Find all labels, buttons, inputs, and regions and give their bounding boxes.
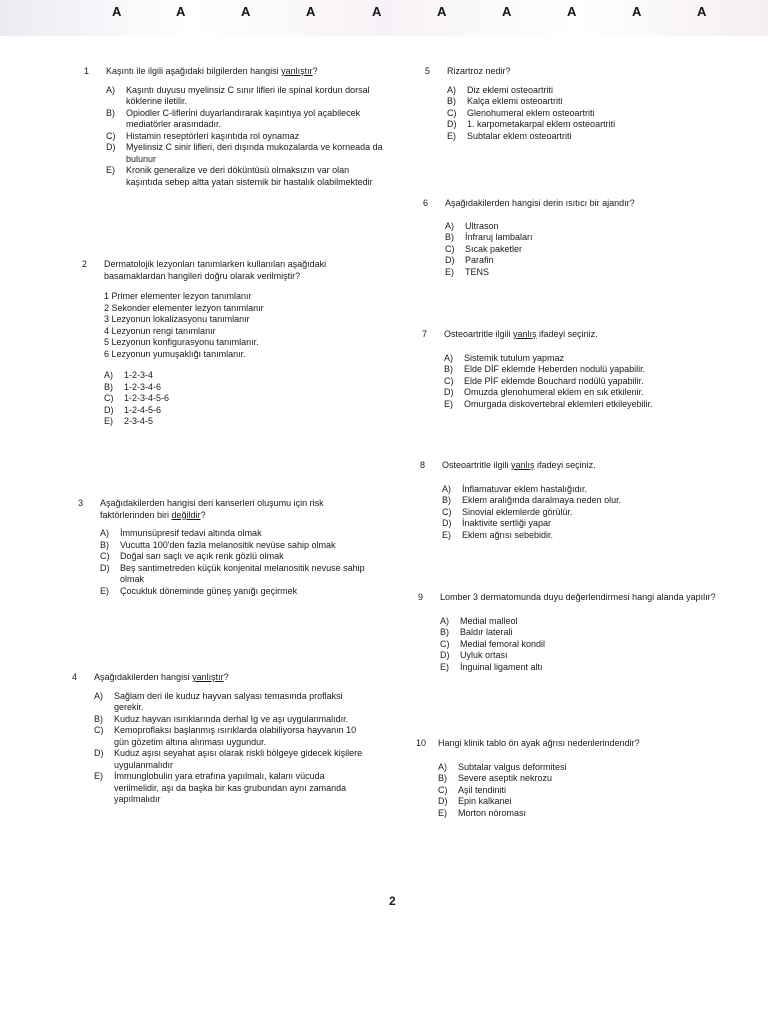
answer-options: [422, 353, 722, 411]
statement-item: 2 Sekonder elementer lezyon tanımlanır: [104, 302, 264, 313]
answer-option[interactable]: A) İnflamatuvar eklem hastalığıdır.: [442, 483, 588, 494]
header-letter: A: [306, 4, 316, 19]
answer-options: [416, 762, 726, 820]
answer-option[interactable]: C) Doğal sarı saçlı ve açık renk gözlü olmak: [100, 551, 284, 561]
question-number: 5: [425, 66, 431, 76]
question-stem: Aşağıdakilerden hangisi yanlıştır?: [94, 672, 229, 682]
question-stem: Aşağıdakilerden hangisi deri kanserleri oluşumu için risk faktörlerinden biri değildir?: [100, 498, 324, 520]
answer-option[interactable]: A) Subtalar valgus deformitesi: [438, 761, 567, 772]
question-stem: Osteoartritle ilgili yanlış ifadeyi seçiniz.: [442, 460, 596, 470]
question-1: [84, 66, 384, 188]
question-number: 4: [72, 672, 78, 682]
question-stem: Hangi klinik tablo ön ayak ağrısı nedenlerindendir?: [438, 738, 640, 748]
answer-options: [425, 85, 725, 143]
question-6: [423, 198, 723, 278]
question-3: [78, 498, 378, 597]
answer-option[interactable]: B) Elde DİF eklemde Heberden nodulü yapabilir.: [444, 364, 646, 374]
answer-option[interactable]: A) Medial malleol: [440, 615, 518, 626]
header-letter: A: [112, 4, 122, 19]
answer-option[interactable]: D) 1. karpometakarpal eklem osteoartriti: [447, 119, 616, 129]
answer-option[interactable]: A) 1-2-3-4: [104, 370, 154, 380]
answer-option[interactable]: E) İnguinal ligament altı: [440, 661, 543, 672]
answer-option[interactable]: E) İmmunglobulin yara etrafına yapılmalı, kalanı vücuda verilmelidir, aşı da başka bir kas grubundan aynı zamanda yapılmalıdır: [94, 771, 347, 804]
question-stem: Dermatolojik lezyonları tanımlarken kullanılan aşağıdaki basamaklardan hangileri doğru olarak verilmiştir?: [104, 259, 327, 281]
answer-options: [423, 221, 723, 279]
statement-item: 4 Lezyonun rengi tanımlanır: [104, 325, 216, 336]
statement-item: 1 Primer elementer lezyon tanımlanır: [104, 291, 252, 301]
question-5: [425, 66, 725, 142]
answer-option[interactable]: E) TENS: [445, 266, 490, 277]
statement-list: [82, 291, 372, 360]
answer-option[interactable]: B) Severe aseptik nekrozu: [438, 773, 553, 783]
answer-option[interactable]: C) Kemoproflaksı başlanmış ısırıklarda olabiliyorsa hayvanın 10 gün gözetim altına alınması uygundur.: [94, 725, 357, 747]
answer-options: [418, 616, 718, 674]
question-7: [422, 329, 722, 410]
answer-option[interactable]: C) Medial femoral kondil: [440, 638, 546, 649]
question-stem: Osteoartritle ilgili yanlış ifadeyi seçiniz.: [444, 329, 598, 339]
answer-options: [72, 691, 372, 806]
emphasis: yanlış: [511, 460, 535, 470]
answer-options: [84, 85, 384, 189]
question-number: 6: [423, 198, 429, 208]
answer-option[interactable]: A) Sistemik tutulum yapmaz: [444, 352, 565, 363]
answer-option[interactable]: E) Eklem ağrısı sebebidir.: [442, 529, 554, 540]
question-number: 1: [84, 66, 90, 76]
question-8: [420, 460, 720, 541]
answer-option[interactable]: D) Parafin: [445, 255, 494, 265]
question-stem: Rizartroz nedir?: [447, 66, 511, 76]
answer-option[interactable]: A) Sağlam deri ile kuduz hayvan salyası temasında proflaksi gerekir.: [94, 690, 343, 712]
answer-option[interactable]: C) Aşil tendiniti: [438, 784, 507, 795]
question-number: 10: [416, 738, 427, 748]
answer-option[interactable]: B) Kalça eklemi osteoartriti: [447, 96, 563, 106]
answer-option[interactable]: D) 1-2-4-5-6: [104, 404, 162, 415]
answer-option[interactable]: A) Diz eklemi osteoartriti: [447, 84, 554, 95]
answer-option[interactable]: E) Morton nöroması: [438, 807, 527, 818]
statement-item: 3 Lezyonun lokalizasyonu tanımlanır: [104, 314, 250, 324]
header-letter: A: [697, 4, 707, 19]
answer-option[interactable]: C) Histamin reseptörleri kaşıntıda rol oynamaz: [106, 130, 300, 141]
header-letter: A: [241, 4, 251, 19]
answer-option[interactable]: B) İnfraruj lambaları: [445, 232, 533, 242]
header-letter: A: [437, 4, 447, 19]
question-number: 7: [422, 329, 428, 339]
answer-option[interactable]: C) Glenohumeral eklem osteoartriti: [447, 107, 595, 118]
answer-option[interactable]: D) Beş santimetreden küçük konjenital melanositik nevuse sahip olmak: [100, 562, 365, 584]
answer-option[interactable]: D) İnaktivite sertliği yapar: [442, 518, 552, 528]
header-letter: A: [372, 4, 382, 19]
header-letter: A: [176, 4, 186, 19]
question-stem: Kaşıntı ile ilgili aşağıdaki bilgilerden hangisi yanlıştır?: [106, 66, 318, 76]
answer-option[interactable]: A) Kaşıntı duyusu myelinsiz C sınır lifleri ile spinal kordun dorsal köklerine iletilir.: [106, 84, 370, 106]
answer-option[interactable]: A) İmmunsüpresif tedavi altında olmak: [100, 528, 262, 538]
answer-options: [82, 370, 372, 428]
header-letter: A: [567, 4, 577, 19]
answer-option[interactable]: C) Sinovial eklemlerde görülür.: [442, 506, 573, 517]
answer-option[interactable]: B) Eklem aralığında daralmaya neden olur.: [442, 495, 622, 505]
emphasis: yanlış: [513, 329, 537, 339]
answer-option[interactable]: D) Omuzda glenohumeral eklem en sık etkilenir.: [444, 387, 644, 397]
answer-option[interactable]: E) Çocukluk döneminde güneş yanığı geçirmek: [100, 585, 298, 596]
statement-item: 6 Lezyonun yumuşaklığı tanımlanır.: [104, 348, 246, 359]
question-number: 3: [78, 498, 84, 508]
emphasis: değildir: [171, 509, 201, 520]
answer-option[interactable]: B) Opiodler C-lifleri̇ni duyarlandırarak kaşıntıya yol açabilecek mediatörler arasındadır.: [106, 107, 361, 129]
answer-option[interactable]: B) Vucutta 100'den fazla melanositik nevüse sahip olmak: [100, 539, 336, 550]
question-stem: Aşağıdakilerden hangisi derin ısıtıcı bir ajandır?: [445, 198, 635, 208]
answer-option[interactable]: E) Omurgada diskovertebral eklemleri etkileyebilir.: [444, 398, 653, 409]
answer-option[interactable]: C) Sıcak paketler: [445, 243, 523, 254]
answer-options: [420, 484, 720, 542]
header-letter: A: [632, 4, 642, 19]
question-4: [72, 672, 372, 806]
answer-option[interactable]: C) Elde PİF eklemde Bouchard nodülü yapabilir.: [444, 375, 644, 386]
emphasis: yanlıştır: [281, 66, 313, 76]
answer-option[interactable]: D) Uyluk ortası: [440, 650, 508, 660]
answer-option[interactable]: B) Kuduz hayvan ısırıklarında derhal Ig ve aşı uygulanmalıdır.: [94, 713, 349, 724]
answer-option[interactable]: A) Ultrason: [445, 220, 499, 231]
answer-option[interactable]: E) 2-3-4-5: [104, 416, 154, 426]
answer-option[interactable]: D) Myelinsiz C sinir lifleri, deri dışında mukozalarda ve korneada da bulunur: [106, 142, 383, 164]
answer-option[interactable]: C) 1-2-3-4-5-6: [104, 393, 170, 403]
emphasis: yanlıştır: [192, 672, 224, 682]
answer-option[interactable]: D) Kuduz aşısı seyahat aşısı olarak riskli bölgeye gidecek kişilere uygulanmalıdır: [94, 748, 363, 770]
answer-option[interactable]: D) Epin kalkanei: [438, 796, 512, 806]
page-number: 2: [389, 894, 396, 908]
question-9: [418, 592, 718, 673]
statement-item: 5 Lezyonun konfigurasyonu tanımlanır.: [104, 337, 259, 347]
answer-option[interactable]: B) Baldır laterali: [440, 627, 513, 637]
answer-option[interactable]: E) Subtalar eklem osteoartriti: [447, 130, 572, 141]
answer-option[interactable]: E) Kronik generalize ve deri döküntüsü olmaksızın var olan kaşıntıda sebep altta yatan sistemik bir hastalık olabilmektedir: [106, 165, 373, 187]
answer-options: [78, 528, 378, 597]
answer-option[interactable]: B) 1-2-3-4-6: [104, 381, 162, 392]
question-2: [82, 259, 372, 428]
question-10: [416, 738, 726, 819]
header-letter: A: [502, 4, 512, 19]
question-number: 2: [82, 259, 88, 269]
question-stem: Lomber 3 dermatomunda duyu değerlendirmesi hangi alanda yapılır?: [440, 592, 716, 602]
question-number: 8: [420, 460, 426, 470]
question-number: 9: [418, 592, 424, 602]
